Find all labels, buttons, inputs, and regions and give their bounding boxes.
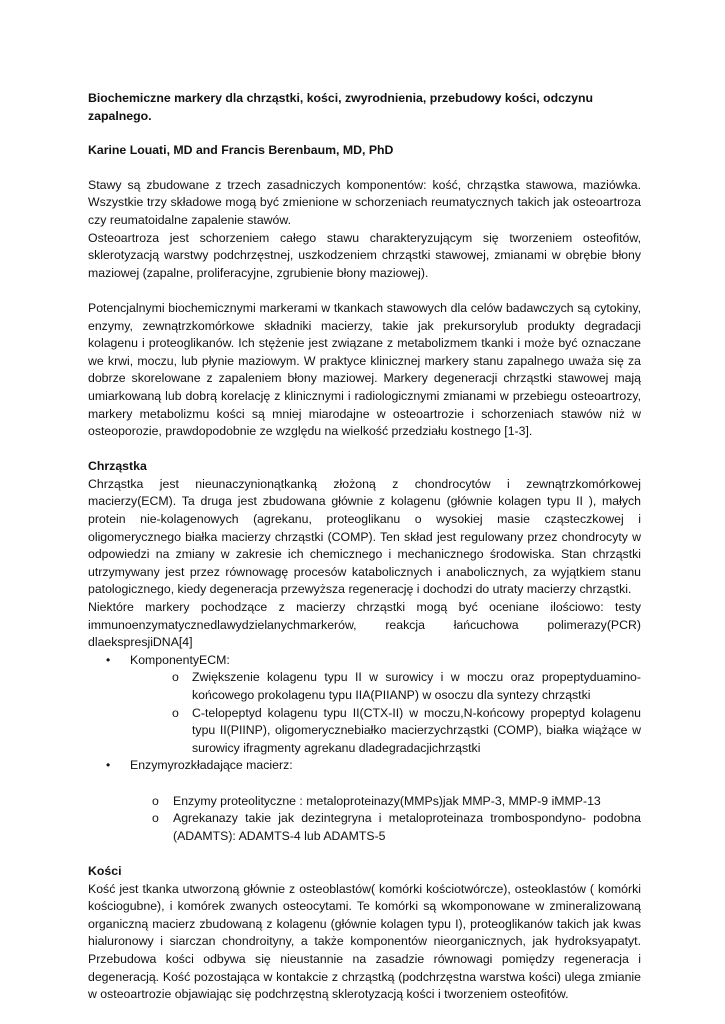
bullet-label: Enzymyrozkładające macierz: [130, 758, 293, 773]
document-title: Biochemiczne markery dla chrząstki, kości, zwyrodnienia, przebudowy kości, odczynu zapalnego. [88, 91, 594, 123]
section-heading-bone: Kości [88, 863, 122, 878]
document-authors: Karine Louati, MD and Francis Berenbaum, MD, PhD [88, 143, 394, 158]
sub-bullet-icon: o [152, 811, 159, 826]
intro-paragraph-1: Stawy są zbudowane z trzech zasadniczych komponentów: kość, chrząstka stawowa, maziówka. Wszystkie trzy składowe mogą być zmienione w schorzeniach reumatycznych takich jak osteoartroza czy reumatoidalne zapalenie stawów. [88, 177, 641, 227]
sub-bullet-icon: o [172, 670, 179, 685]
intro-paragraph-2: Osteoartroza jest schorzeniem całego stawu charakteryzującym się tworzeniem osteofitów, sklerotyzacją warstwy podchrzęstnej, uszkodzeniem chrząstki stawowej, zmianami w obrębie błony maziowej (zapalne, proliferacyjne, zgrubienie błony maziowej). [88, 230, 641, 280]
sub-item-aggrecanases [88, 810, 641, 845]
sub-item-text: C-telopeptyd kolagenu typu II(CTX-II) w moczu,N-końcowy propeptyd kolagenu typu II(PIINP), oligomerycznebiałko macierzychrząstki (COMP), białka wiążące w surowicy ifragmenty agrekanu dladegradacjichrząstki [192, 705, 641, 755]
bullet-icon: • [106, 758, 111, 773]
sub-item-text: Agrekanazy takie jak dezintegryna i metaloproteinaza trombospondyno- podobna (ADAMTS): ADAMTS-4 lub ADAMTS-5 [173, 811, 641, 843]
sub-item-text: Enzymy proteolityczne : metaloproteinazy(MMPs)jak MMP-3, MMP-9 iMMP-13 [173, 793, 601, 808]
cartilage-paragraph-2: Niektóre markery pochodzące z macierzy chrząstki mogą być oceniane ilościowo: testy immunoenzymatycznedlawydzielanychmarkerów, reakcja łańcuchowa polimerazy(PCR) dlaekspresjiDNA[4] [88, 600, 641, 650]
cartilage-paragraph-1: Chrząstka jest nieunaczynionątkanką złożoną z chondrocytów i zewnątrzkomórkowej macierzy(ECM). Ta druga jest zbudowana głównie z kolagenu (głównie kolagen typu II ), małych protein nie-kolagenowych (agrekanu, proteoglikanu o wysokiej masie cząsteczkowej i oligomerycznego białka macierzy chrząstki (COMP). Ten skład jest regulowany przez chondrocyty w odpowiedzi na zmiany w zakresie ich chemicznego i mechanicznego środowiska. Stan chrząstki utrzymywany jest przez równowagę procesów katabolicznych i anabolicznych, za wyjątkiem stanu patologicznego, kiedy degeneracja przewyższa regenerację i dochodzi do utraty macierzy chrząstki. [88, 476, 641, 597]
sub-bullet-icon: o [152, 793, 159, 808]
sub-bullet-icon: o [172, 705, 179, 720]
intro-paragraph-3: Potencjalnymi biochemicznymi markerami w tkankach stawowych dla celów badawczych są cytokiny, enzymy, zewnątrzkomórkowe składniki macierzy, takie jak prekursorylub produkty degradacji kolagenu i proteoglikanów. Ich stężenie jest związane z metabolizmem tkanki i może być oznaczane we krwi, moczu, lub płynie maziowym. W praktyce klinicznej markery stanu zapalnego uważa się za dobrze skorelowane z zapaleniem błony maziowej. Markery degeneracji chrząstki stawowej mają umiarkowaną lub dobrą korelację z klinicznymi i radiologicznymi zmianami w przebiegu osteoartrozy, markery metabolizmu kości są mniej miarodajne w osteoartrozie i schorzeniach stawów niż w osteoporozie, prawdopodobnie ze względu na wielkość przedziału kostnego [1-3]. [88, 300, 641, 439]
sub-item-proteolytic-enzymes [88, 793, 641, 811]
sub-item-synthesis-markers [88, 669, 641, 704]
document-body [88, 90, 641, 1004]
bullet-ecm-components [88, 652, 641, 670]
bullet-icon: • [106, 652, 111, 667]
sub-item-text: Zwiększenie kolagenu typu II w surowicy i w moczu oraz propeptyduamino-końcowego prokolagenu typu IIA(PIIANP) w osoczu dla syntezy chrząstki [192, 670, 641, 702]
sub-item-degradation-markers [88, 705, 641, 758]
bone-paragraph-1: Kość jest tkanka utworzoną głównie z osteoblastów( komórki kościotwórcze), osteoklastów ( komórki kościogubne), i komórek zwanych osteocytami. Te komórki są wkomponowane w zmineralizowaną organiczną macierz zbudowaną z kolagenu (głównie kolagen typu I), proteoglikanów takich jak kwas hialuronowy i siarczan chondroityny, a także komponentów nieorganicznych, jak hydroksyapatyt. Przebudowa kości odbywa się nieustannie na zasadzie równowagi pomiędzy regeneracja i degeneracją. Kość pozostająca w kontakcie z chrząstką (podchrzęstna warstwa kości) ulega zmianie w osteoartrozie objawiając się podchrzęstną sklerotyzacją kości i tworzeniem osteofitów. [88, 881, 641, 1002]
bullet-matrix-enzymes [88, 757, 641, 775]
section-heading-cartilage: Chrząstka [88, 459, 147, 474]
bullet-label: KomponentyECM: [130, 652, 230, 667]
